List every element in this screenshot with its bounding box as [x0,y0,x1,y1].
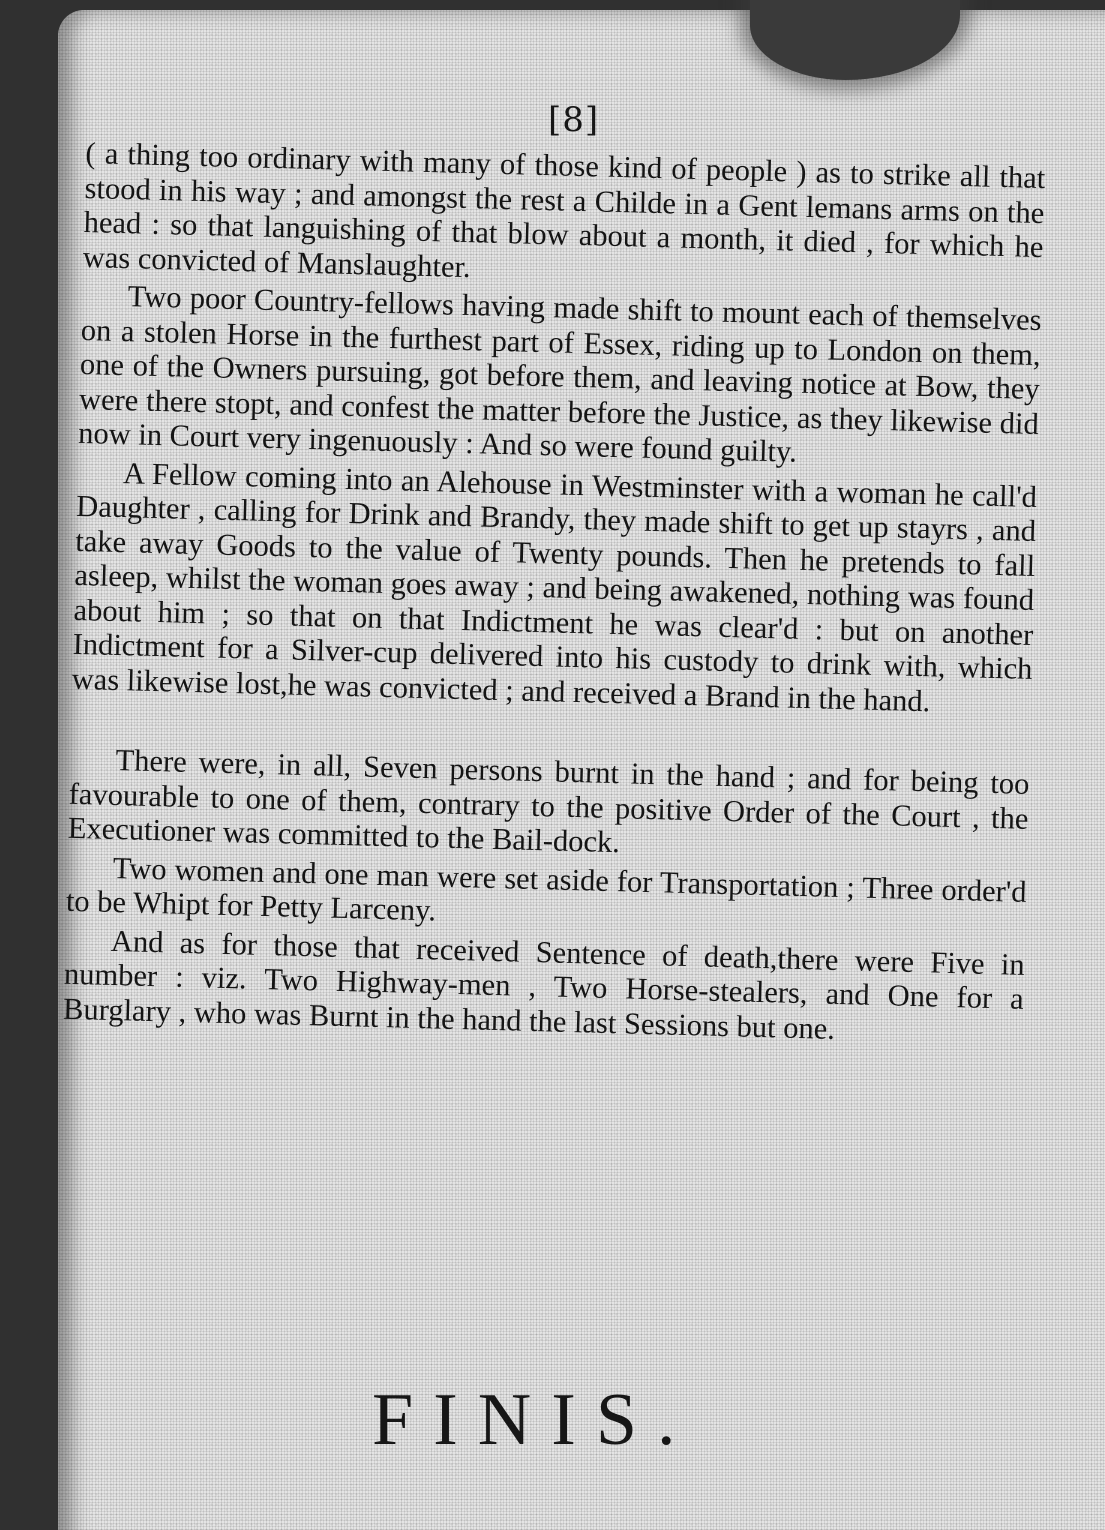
paragraph-burnt-in-hand: There were, in all, Seven persons burnt in the hand ; and for being too favourable to one of them, contrary to the positive Order of the Court , the Executioner was committed to the Bail-dock. [67,742,1030,860]
paragraph-transportation: Two women and one man were set aside for Transportation ; Three order'd to be Whipt for Petty Larceny. [65,850,1027,928]
paragraph-horse-thieves: Two poor Country-fellows having made shift to mount each of themselves on a stolen Horse in the furthest part of Essex, riding up to London on them, one of the Owners pursuing, got before them, and leaving notice at Bow, they were there stopt, and confest the matter before the Justice, as they likewise did now in Court very ingenuously : And so were found guilty. [77,279,1042,469]
finis-heading: FINIS. [372,1379,696,1461]
body-text [63,136,1046,1055]
page-number: [8] [548,100,600,140]
paragraph-alehouse: A Fellow coming into an Alehouse in Westminster with a woman he call'd Daughter , calling for Drink and Brandy, they made shift to get up stayrs , and take away Goods to the value of Twenty pounds. Then he pretends to fall asleep, whilst the woman goes away ; and being awakened, nothing was found about him ; so that on that Indictment he was clear'd : but on another Indictment for a Silver-cup delivered into his custody to drink with, which was likewise lost,he was convicted ; and received a Brand in the hand. [71,455,1038,718]
paragraph-sentence-of-death: And as for those that received Sentence of death,there were Five in number : viz. Two Highway-men , Two Horse-stealers, and One for a Burglary , who was Burnt in the hand the last Sessions but one. [62,923,1026,1046]
paragraph-manslaughter: ( a thing too ordinary with many of those kind of people ) as to strike all that stood in his way ; and amongst the rest a Childe in a Gent lemans arms on the head : so that languishing of that blow about a month, it died , for which he was convicted of Manslaughter. [82,136,1046,284]
